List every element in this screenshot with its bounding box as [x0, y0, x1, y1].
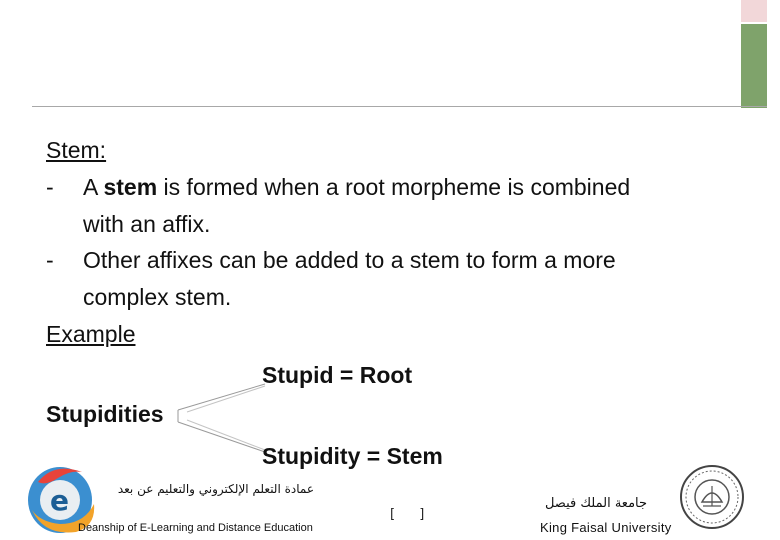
- branch-connector-stem-edge: [187, 420, 265, 450]
- example-word: Stupidities: [46, 401, 164, 427]
- bullet-continuation: complex stem.: [83, 284, 232, 311]
- example-root: Stupid = Root: [262, 362, 413, 388]
- bullet-text: A: [83, 173, 104, 200]
- example-label: Example: [46, 320, 136, 347]
- bullet-keyword: stem: [103, 173, 158, 200]
- slide-footer: [0, 458, 780, 540]
- bullet-dash: -: [46, 247, 54, 274]
- bullet-dash: -: [46, 173, 54, 200]
- bullet-text: is formed when a root morpheme is combined: [157, 173, 631, 200]
- bullet-continuation: with an affix.: [83, 210, 211, 237]
- branch-connector-root-edge: [187, 386, 265, 412]
- svg-text:e: e: [50, 484, 69, 517]
- example-stem: Stupidity = Stem: [262, 443, 443, 469]
- bullet-text: Other affixes can be added to a stem to form a more: [83, 247, 616, 274]
- slide-heading: Stem:: [46, 137, 107, 163]
- page-number: [ ]: [390, 507, 425, 522]
- university-seal-icon: [678, 462, 746, 532]
- branch-connector-stem: [178, 422, 265, 452]
- branch-connector-root: [178, 384, 265, 410]
- university-arabic: جامعة الملك فيصل: [544, 496, 648, 511]
- deanship-arabic: عمادة التعلم الإلكتروني والتعليم عن بعد: [117, 482, 314, 496]
- deanship-english: Deanship of E-Learning and Distance Education: [78, 522, 313, 534]
- university-english: King Faisal University: [540, 520, 672, 535]
